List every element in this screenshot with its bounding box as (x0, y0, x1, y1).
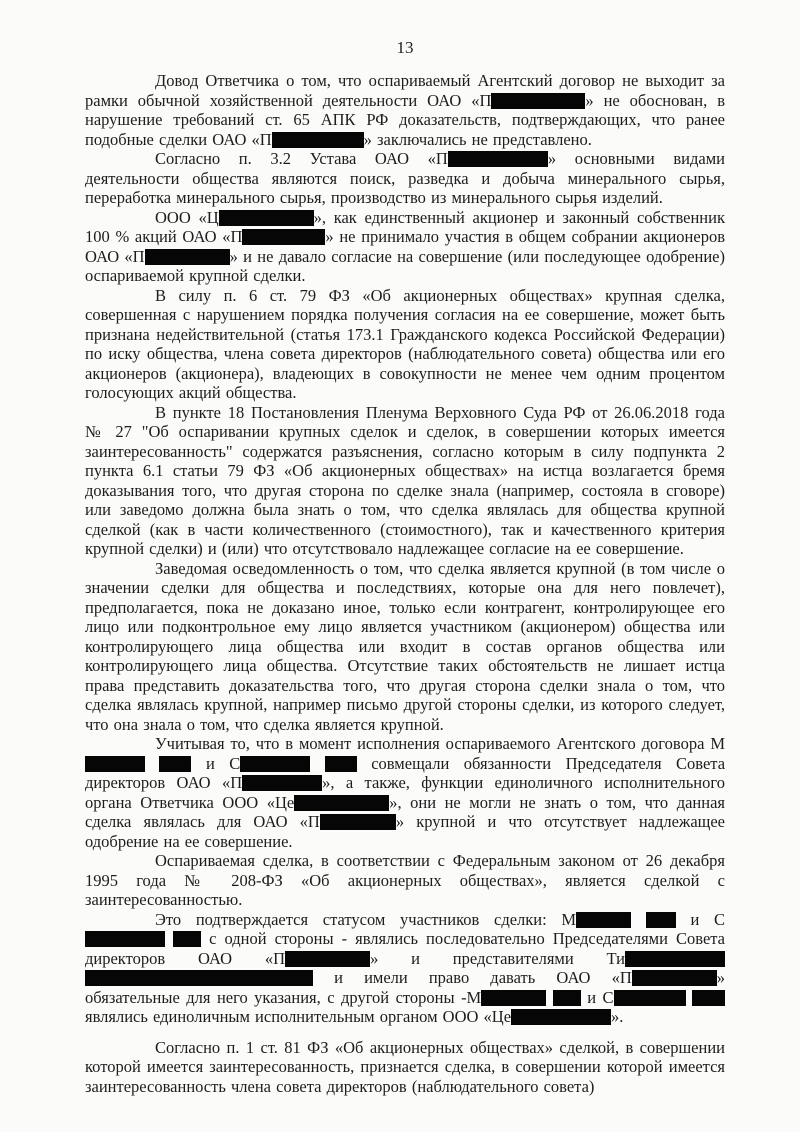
redaction-box (692, 990, 725, 1006)
redaction-box (614, 990, 686, 1006)
redaction-box (240, 756, 310, 772)
redaction-box (173, 931, 201, 947)
paragraph: Оспариваемая сделка, в соответствии с Федеральным законом от 26 декабря 1995 года № 208-ФЗ «Об акционерных обществах», является сделкой с заинтересованностью. (85, 851, 725, 909)
document-body (85, 71, 725, 1096)
redaction-box (272, 132, 364, 148)
redaction-box (325, 756, 357, 772)
redaction-box (242, 775, 322, 791)
redaction-box (646, 912, 676, 928)
redaction-box (625, 951, 725, 967)
paragraph: Согласно п. 3.2 Устава ОАО «П » основными видами деятельности общества являются поиск, разведка и добыча минерального сырья, переработка минерального сырья, производство из минерального сырья изделий. (85, 149, 725, 207)
paragraph: ООО «Ц », как единственный акционер и законный собственник 100 % акций ОАО «П » не принимало участия в общем собрании акционеров ОАО «П » и не давало согласие на совершение (или последующее одобрение) оспариваемой крупной сделки. (85, 207, 725, 285)
paragraph: В силу п. 6 ст. 79 ФЗ «Об акционерных обществах» крупная сделка, совершенная с нарушением порядка получения согласия на ее совершение, может быть признана недействительной (статья 173.1 Гражданского кодекса Российской Федерации) по иску общества, члена совета директоров (наблюдательного совета) общества или его акционеров (акционера), владеющих в совокупности не менее чем одним процентом голосующих акций общества. (85, 285, 725, 402)
paragraph: Согласно п. 1 ст. 81 ФЗ «Об акционерных обществах» сделкой, в совершении которой имеется заинтересованность, признается сделка, в совершении которой имеется заинтересованность члена совета директоров (наблюдательного совета) (85, 1037, 725, 1096)
paragraph: Это подтверждается статусом участников сделки: М и С с одной стороны - являлись последовательно Председателями Совета директоров ОАО «П » и представителями Ти и имели право давать ОАО «П » обязательные для него указания, с другой стороны -М и С являлись единоличным исполнительным органом ООО «Це ». (85, 909, 725, 1026)
redaction-box (219, 210, 314, 226)
redaction-box (320, 814, 396, 830)
page-number: 13 (396, 38, 414, 57)
paragraph: В пункте 18 Постановления Пленума Верховного Суда РФ от 26.06.2018 года № 27 "Об оспаривании крупных сделок и сделок, в совершении которых имеется заинтересованность" содержатся разъяснения, согласно которым в силу подпункта 2 пункта 6.1 статьи 79 ФЗ «Об акционерных обществах» на истца возлагается бремя доказывания того, что другая сторона по сделке знала (например, состояла в сговоре) или заведомо должна была знать о том, что сделка являлась для общества крупной сделкой (как в части количественного (стоимостного), так и качественного критерия крупной сделки) и (или) что отсутствовало надлежащее согласие на ее совершение. (85, 402, 725, 558)
redaction-box (481, 990, 546, 1006)
redaction-box (85, 756, 145, 772)
redaction-box (85, 931, 165, 947)
redaction-box (576, 912, 631, 928)
redaction-box (85, 970, 313, 986)
redaction-box (632, 970, 717, 986)
redaction-box (159, 756, 191, 772)
redaction-box (553, 990, 581, 1006)
redaction-box (145, 249, 230, 265)
paragraph: Учитывая то, что в момент исполнения оспариваемого Агентского договора М и С совмещали обязанности Председателя Совета директоров ОАО «П », а также, функции единоличного исполнительного органа Ответчика ООО «Це », они не могли не знать о том, что данная сделка являлась для ОАО «П » крупной и что отсутствует надлежащее одобрение на ее совершение. (85, 734, 726, 851)
redaction-box (294, 795, 389, 811)
redaction-box (491, 93, 585, 109)
redaction-box (285, 951, 370, 967)
redaction-box (511, 1009, 611, 1025)
paragraph: Довод Ответчика о том, что оспариваемый Агентский договор не выходит за рамки обычной хозяйственной деятельности ОАО «П » не обоснован, в нарушение требований ст. 65 АПК РФ доказательств, подтверждающих, что ранее подобные сделки ОАО «П » заключались не представлено. (85, 71, 725, 149)
redaction-box (448, 151, 548, 167)
paragraph: Заведомая осведомленность о том, что сделка является крупной (в том числе о значении сделки для общества и последствиях, которые она для него повлечет), предполагается, пока не доказано иное, только если контрагент, контролирующее его лицо или подконтрольное ему лицо является участником (акционером) общества или контролирующего лица общества или входит в состав органов общества или контролирующего лица общества. Отсутствие таких обстоятельств не лишает истца права представить доказательства того, что другая сторона сделки знала о том, что сделка являлась крупной, например письмо другой стороны сделки, из которого следует, что она знала о том, что сделка является крупной. (85, 558, 725, 734)
redaction-box (242, 229, 325, 245)
